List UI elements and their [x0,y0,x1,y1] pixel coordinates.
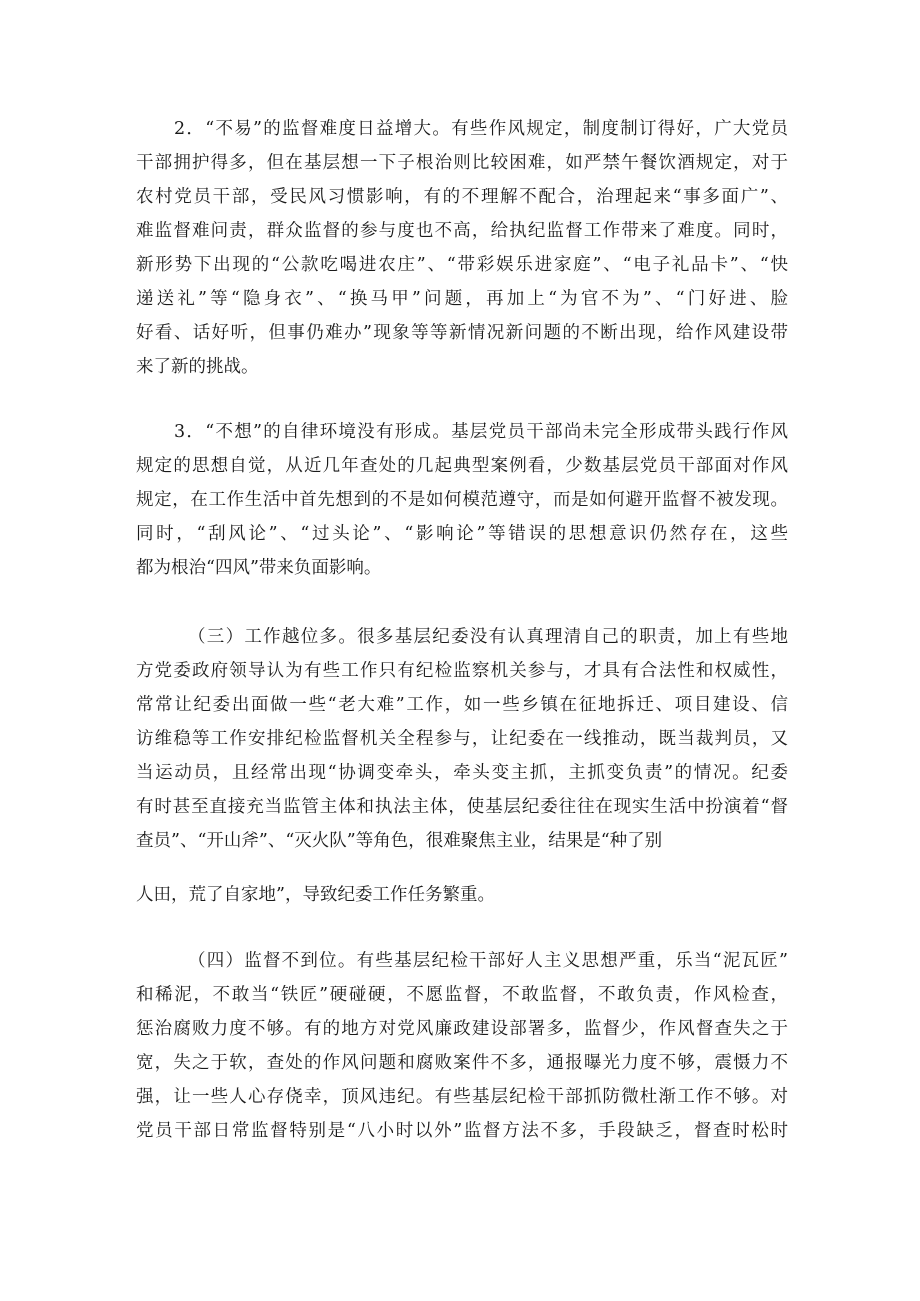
text-line: 新形势下出现的“公款吃喝进农庄”、“带彩娱乐进家庭”、“电子礼品卡”、“快 [136,255,788,275]
paragraph-3-not-want [136,415,788,585]
text-line: 3．“不想”的自律环境没有形成。基层党员干部尚未完全形成带头践行作风 [174,422,788,442]
text-line: 干部拥护得多，但在基层想一下子根治则比较困难，如严禁午餐饮酒规定，对于 [136,153,788,173]
text-line: 农村党员干部，受民风习惯影响，有的不理解不配合，治理起来“事多面广”、 [136,187,788,207]
section-3-continuation [136,878,788,912]
text-line: 都为根治“四风”带来负面影响。 [136,558,382,578]
text-line: 好看、话好听，但事仍难办”现象等等新情况新问题的不断出现，给作风建设带 [136,323,788,343]
text-line: 规定，在工作生活中首先想到的不是如何模范遵守，而是如何避开监督不被发现。 [136,490,788,510]
text-line: （三）工作越位多。很多基层纪委没有认真理清自己的职责，加上有些地 [188,627,788,647]
text-line: 难监督难问责，群众监督的参与度也不高，给执纪监督工作带来了难度。同时， [136,221,788,241]
section-4-supervision [136,944,788,1148]
text-line: 强，让一些人心存侥幸，顶风违纪。有些基层纪检干部抓防微杜渐工作不够。对 [136,1087,788,1107]
text-line: 宽，失之于软，查处的作风问题和腐败案件不多，通报曝光力度不够，震慑力不 [136,1053,788,1073]
text-line: （四）监督不到位。有些基层纪检干部好人主义思想严重，乐当“泥瓦匠” [188,951,788,971]
text-line: 方党委政府领导认为有些工作只有纪检监察机关参与，才具有合法性和权威性， [136,661,788,681]
text-line: 党员干部日常监督特别是“八小时以外”监督方法不多，手段缺乏，督查时松时 [136,1121,788,1141]
text-line: 访维稳等工作安排纪检监督机关全程参与，让纪委在一线推动，既当裁判员，又 [136,729,788,749]
text-line: 递送礼”等“隐身衣”、“换马甲”问题，再加上“为官不为”、“门好进、脸 [136,289,788,309]
text-line: 来了新的挑战。 [136,357,259,377]
text-line: 规定的思想自觉，从近几年查处的几起典型案例看，少数基层党员干部面对作风 [136,456,788,476]
text-line: 2．“不易”的监督难度日益增大。有些作风规定，制度制订得好，广大党员 [174,119,788,139]
text-line: 有时甚至直接充当监管主体和执法主体，使基层纪委往往在现实生活中扮演着“督 [136,797,788,817]
text-line: 查员”、“开山斧”、“灭火队”等角色，很难聚焦主业，结果是“种了别 [136,831,663,851]
text-line: 常常让纪委出面做一些“老大难”工作，如一些乡镇在征地拆迁、项目建设、信 [136,695,788,715]
paragraph-2-not-easy [136,112,788,384]
text-line: 和稀泥，不敢当“铁匠”硬碰硬，不愿监督，不敢监督，不敢负责，作风检查， [136,985,788,1005]
text-line: 同时，“刮风论”、“过头论”、“影响论”等错误的思想意识仍然存在，这些 [136,524,788,544]
text-line: 当运动员，且经常出现“协调变牵头，牵头变主抓，主抓变负责”的情况。纪委 [136,763,788,783]
section-3-overreach [136,620,788,858]
text-line: 惩治腐败力度不够。有的地方对党风廉政建设部署多，监督少，作风督查失之于 [136,1019,788,1039]
text-line: 人田，荒了自家地”，导致纪委工作任务繁重。 [136,885,495,905]
